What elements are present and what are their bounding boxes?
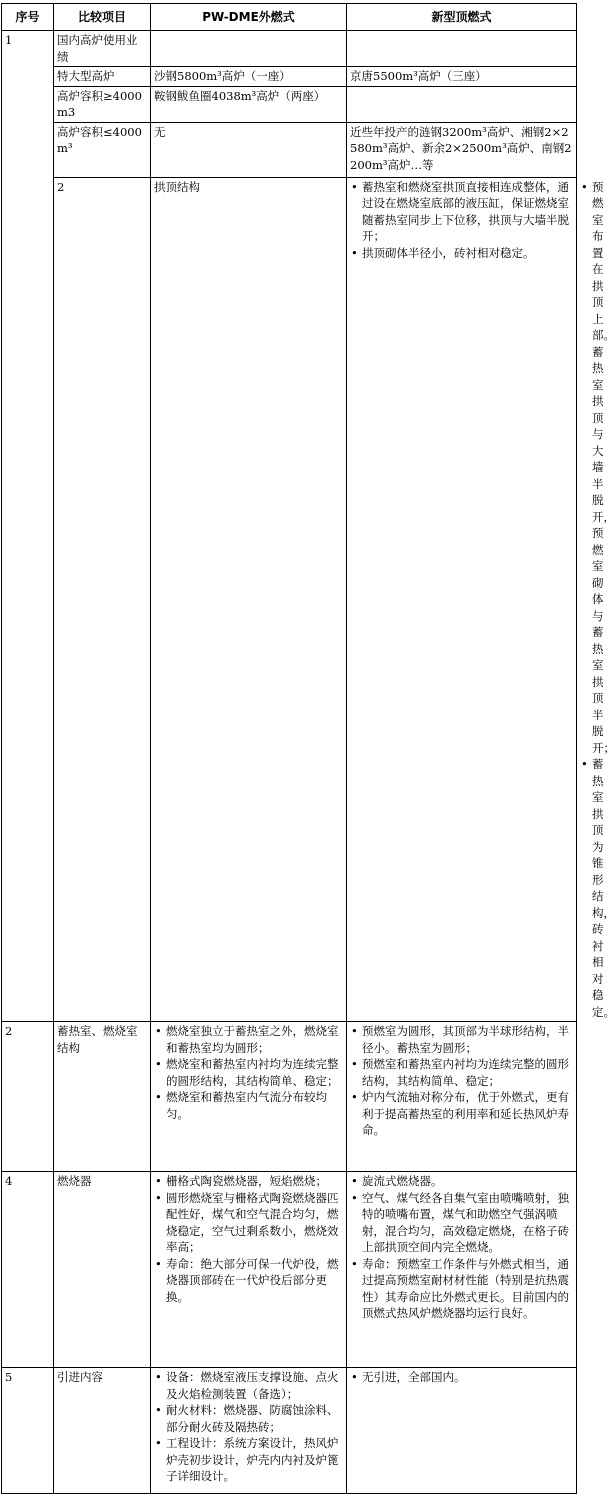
- bullet-item: • 无引进，全部国内。: [350, 1369, 573, 1386]
- table-row: [2, 67, 577, 87]
- pw-cell: [151, 1022, 347, 1172]
- header-new: 新型顶燃式: [347, 4, 577, 31]
- bullet-item: • 旋流式燃烧器。: [350, 1173, 573, 1190]
- bullet-item: • 燃烧室独立于蓄热室之外，燃烧室和蓄热室均为圆形；: [154, 1023, 343, 1056]
- seq-cell: 1: [2, 31, 54, 1022]
- table-row: [2, 177, 577, 1022]
- comparison-table: [1, 3, 615, 1494]
- sub-label-cell: 高炉容积≥4000m3: [54, 86, 151, 122]
- bullet-item: • 燃烧室和蓄热室内气流分布较均匀。: [154, 1089, 343, 1122]
- table-row: [2, 1368, 577, 1494]
- bullet-item: • 栅格式陶瓷燃烧器，短焰燃烧；: [154, 1173, 343, 1190]
- bullet-item: • 炉内气流轴对称分布，优于外燃式，更有利于提高蓄热室的利用率和延长热风炉寿命。: [350, 1089, 573, 1139]
- bullet-item: • 空气、煤气经各自集气室由喷嘴喷射，独特的喷嘴布置，煤气和助燃空气强涡喷射，混合均匀，高效稳定燃烧，在格子砖上部拱顶空间内完全燃烧。: [350, 1190, 573, 1256]
- bullet-item: • 预燃室为圆形，其顶部为半球形结构，半径小。蓄热室为圆形；: [350, 1023, 573, 1056]
- pw-cell: [347, 177, 577, 1022]
- table-row: [2, 1172, 577, 1368]
- new-cell: [347, 1368, 577, 1494]
- item-cell: 蓄热室、燃烧室结构: [54, 1022, 151, 1172]
- item-cell: 拱顶结构: [151, 177, 347, 1022]
- bullet-item: • 预燃室布置在拱顶上部。蓄热室拱顶与大墙半脱开，预燃室砌体与蓄热室拱顶半脱开；: [580, 179, 592, 757]
- table-row: [2, 122, 577, 177]
- header-item: 比较项目: [54, 4, 151, 31]
- header-pw: PW-DME外燃式: [151, 4, 347, 31]
- new-cell: [347, 1022, 577, 1172]
- bullet-item: • 蓄热室和燃烧室拱顶直接相连成整体，通过设在燃烧室底部的液压缸，保证燃烧室随蓄热室同步上下位移，拱顶与大墙半脱开；: [350, 179, 573, 245]
- bullet-item: • 蓄热室拱顶为锥形结构，砖衬相对稳定。: [580, 756, 592, 1020]
- bullet-item: • 寿命：绝大部分可保一代炉役，燃烧器顶部砖在一代炉役后部分更换。: [154, 1256, 343, 1306]
- seq-cell: 4: [2, 1172, 54, 1368]
- pw-cell: 无: [151, 122, 347, 177]
- seq-cell: 5: [2, 1368, 54, 1494]
- pw-cell: [151, 1172, 347, 1368]
- new-cell: [347, 86, 577, 122]
- bullet-item: • 圆形燃烧室与栅格式陶瓷燃烧器匹配性好，煤气和空气混合均匀，燃烧稳定，空气过剩系数小，燃烧效率高；: [154, 1190, 343, 1256]
- item-cell: 燃烧器: [54, 1172, 151, 1368]
- new-cell: 京唐5500m³高炉（三座）: [347, 67, 577, 87]
- new-cell: 近些年投产的涟钢3200m³高炉、湘钢2×2580m³高炉、新余2×2500m³高炉、南钢2200m³高炉…等: [347, 122, 577, 177]
- seq-cell: 2: [54, 177, 151, 1022]
- new-cell: [347, 1172, 577, 1368]
- pw-cell: [151, 1368, 347, 1494]
- item-cell: 引进内容: [54, 1368, 151, 1494]
- new-cell: [347, 31, 577, 67]
- item-cell: 国内高炉使用业绩: [54, 31, 151, 67]
- pw-cell: 鞍钢鲅鱼圈4038m³高炉（两座）: [151, 86, 347, 122]
- pw-cell: [151, 31, 347, 67]
- bullet-item: • 寿命：预燃室工作条件与外燃式相当，通过提高预燃室耐材材性能（特别是抗热震性）其寿命应比外燃式更长。目前国内的顶燃式热风炉燃烧器均运行良好。: [350, 1256, 573, 1322]
- table-row: [2, 31, 577, 67]
- bullet-item: • 设备：燃烧室液压支撑设施、点火及火焰检测装置（备选）；: [154, 1369, 343, 1402]
- header-row: [2, 4, 577, 31]
- pw-cell: 沙钢5800m³高炉（一座）: [151, 67, 347, 87]
- header-seq: 序号: [2, 4, 54, 31]
- table-row: [2, 86, 577, 122]
- seq-cell: 2: [2, 1022, 54, 1172]
- table-row: [2, 1022, 577, 1172]
- bullet-item: • 预燃室和蓄热室内衬均为连续完整的圆形结构，其结构简单、稳定；: [350, 1056, 573, 1089]
- bullet-item: • 工程设计：系统方案设计，热风炉炉壳初步设计，炉壳内内衬及炉篦子详细设计。: [154, 1435, 343, 1485]
- sub-label-cell: 特大型高炉: [54, 67, 151, 87]
- bullet-item: • 耐火材料：燃烧器、防腐蚀涂料、部分耐火砖及隔热砖；: [154, 1402, 343, 1435]
- bullet-item: • 燃烧室和蓄热室内衬均为连续完整的圆形结构，其结构简单、稳定；: [154, 1056, 343, 1089]
- bullet-item: • 拱顶砌体半径小，砖衬相对稳定。: [350, 245, 573, 262]
- sub-label-cell: 高炉容积≤4000m³: [54, 122, 151, 177]
